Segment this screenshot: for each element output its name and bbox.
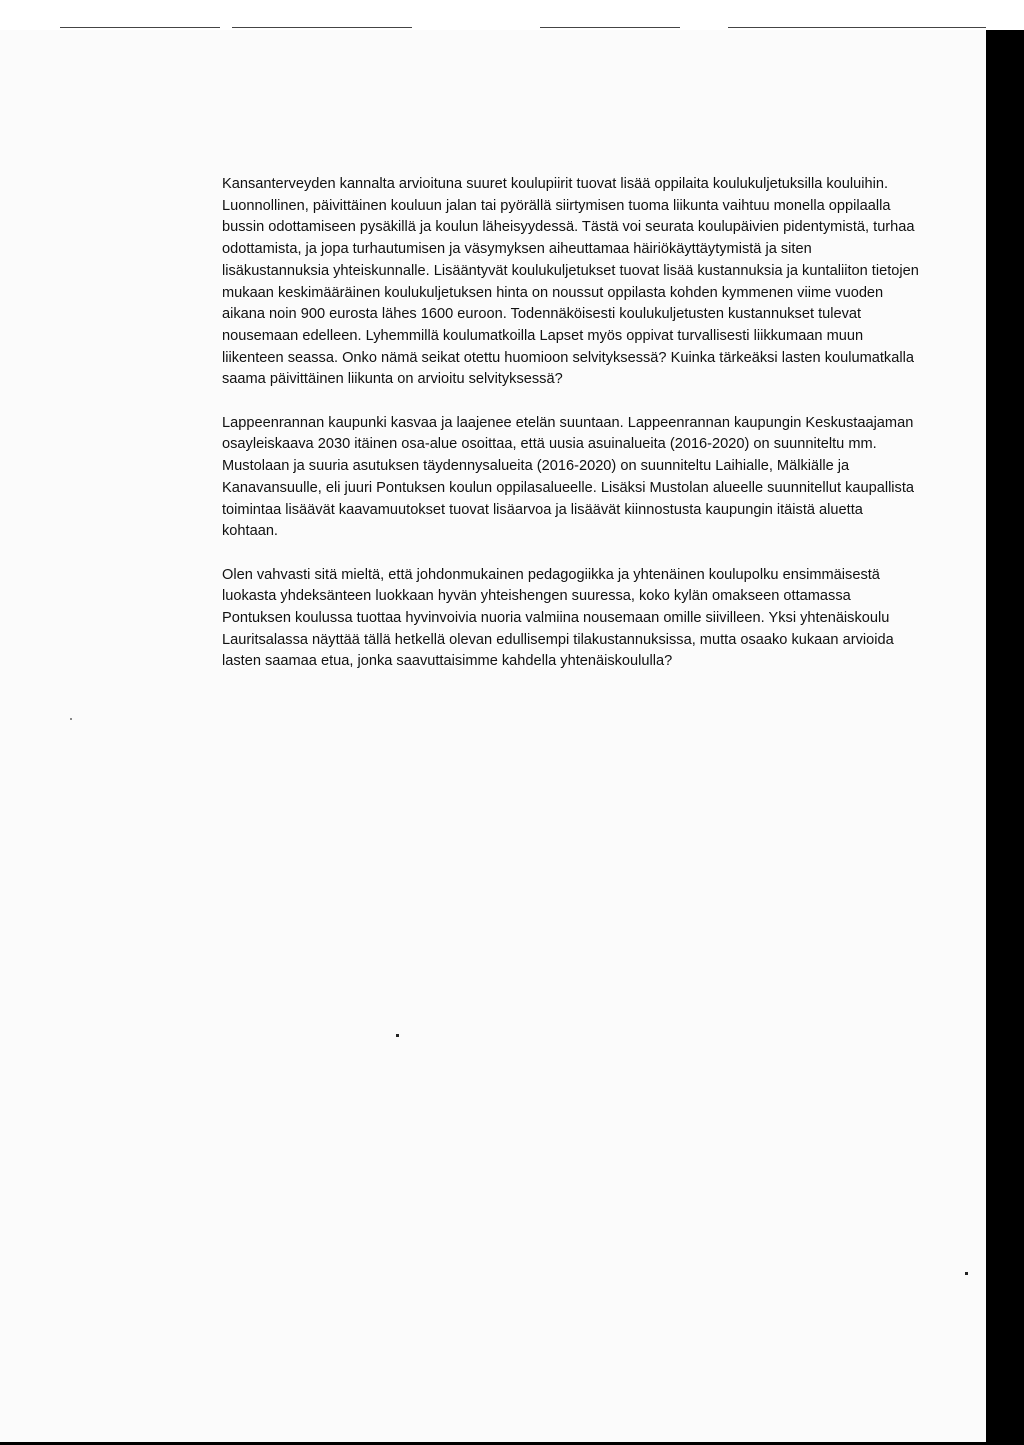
scan-artifact-line [540, 27, 680, 28]
scan-speck [965, 1272, 968, 1275]
document-page [0, 30, 986, 1442]
scan-artifact-line [728, 27, 986, 28]
paragraph-opinion: Olen vahvasti sitä mieltä, että johdonmukainen pedagogiikka ja yhtenäinen koulupolku ensimmäisestä luokasta yhdeksänteen luokkaan hyvän yhteishengen suuressa, koko kylän omakseen ottamassa Pontuksen koulussa tuottaa hyvinvoivia nuoria valmiina nousemaan omille siivilleen. Yksi yhtenäiskoulu Lauritsalassa näyttää tällä hetkellä olevan edullisempi tilakustannuksissa, mutta osaako kukaan arvioida lasten saamaa etua, jonka saavuttaisimme kahdella yhtenäiskoululla? [222, 566, 894, 670]
scan-artifact-line [232, 27, 412, 28]
paragraph-school-transport: Kansanterveyden kannalta arvioituna suuret koulupiirit tuovat lisää oppilaita koulukuljetuksilla kouluihin. Luonnollinen, päivittäinen kouluun jalan tai pyörällä siirtymisen tuoma liikunta vaihtuu monella oppilaalla bussin odottamiseen pysäkillä ja koulun läheisyydessä. Tästä voi seurata koulupäivien pidentymistä, turhaa odottamista, ja jopa turhautumisen ja väsymyksen aiheuttamaa häiriökäyttäytymistä ja siten lisäkustannuksia yhteiskunnalle. Lisääntyvät koulukuljetukset tuovat lisää kustannuksia ja kuntaliiton tietojen mukaan keskimääräinen koulukuljetuksen hinta on noussut oppilasta kohden kymmenen viime vuoden aikana noin 900 eurosta lähes 1600 euroon. Todennäköisesti koulukuljetusten kustannukset tulevat nousemaan edelleen. Lyhemmillä koulumatkoilla Lapset myös oppivat turvallisesti liikkumaan muun liikenteen seassa. Onko nämä seikat otettu huomioon selvityksessä? Kuinka tärkeäksi lasten koulumatkalla saama päivittäinen liikunta on arvioitu selvityksessä? [222, 176, 919, 388]
scan-speck [70, 718, 72, 720]
scan-top-margin [0, 0, 1024, 30]
paragraph-city-growth: Lappeenrannan kaupunki kasvaa ja laajenee etelän suuntaan. Lappeenrannan kaupungin Keskustaajaman osayleiskaava 2030 itäinen osa-alue osoittaa, että uusia asuinalueita (2016-2020) on suunniteltu mm. Mustolaan ja suuria asutuksen täydennysalueita (2016-2020) on suunniteltu Laihialle, Mälkiälle ja Kanavansuulle, eli juuri Pontuksen koulun oppilasalueelle. Lisäksi Mustolan alueelle suunnitellut kaupallista toimintaa lisäävät kaavamuutokset tuovat lisäarvoa ja lisäävät kiinnostusta kaupungin itäistä aluetta kohtaan. [222, 414, 915, 540]
document-body [222, 174, 922, 695]
scan-artifact-line [60, 27, 220, 28]
scan-speck [396, 1034, 399, 1037]
